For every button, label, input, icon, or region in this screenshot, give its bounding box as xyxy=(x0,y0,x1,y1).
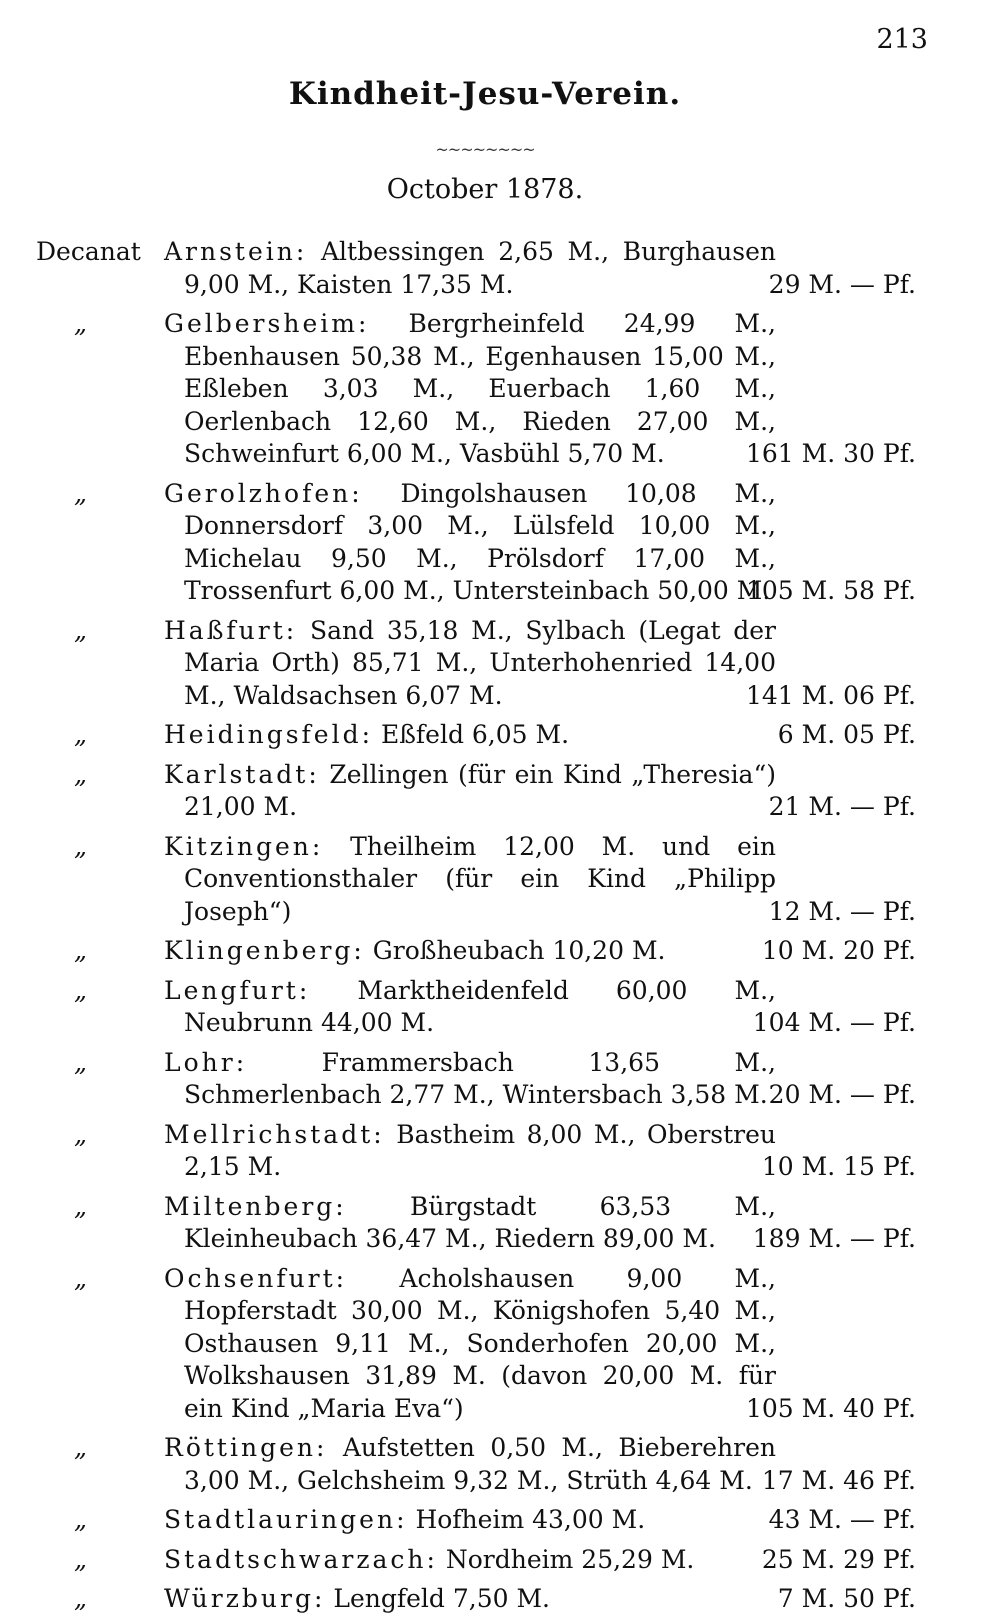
total-amount: 25 M. 29 Pf. xyxy=(761,1544,916,1574)
list-item xyxy=(36,1544,936,1577)
total-amount: 141 M. 06 Pf. xyxy=(745,680,916,710)
entry-text xyxy=(164,1432,776,1497)
ditto-mark: „ xyxy=(74,478,87,508)
ditto-mark: „ xyxy=(74,759,87,789)
total-amount: 20 M. — Pf. xyxy=(768,1080,916,1109)
total-amount: 29 M. — Pf. xyxy=(768,269,916,299)
list-item xyxy=(36,1504,936,1537)
title-ornament: ~~~~~~~~ xyxy=(435,140,535,159)
parish-donations: Zellingen (für ein Kind „Theresia“) 21,00 M. xyxy=(184,759,776,821)
ditto-mark: „ xyxy=(74,1505,87,1534)
list-item xyxy=(36,719,936,752)
total-amount: 6 M. 05 Pf. xyxy=(777,720,916,749)
parish-donations: Hofheim 43,00 M. xyxy=(415,1505,646,1534)
parish-donations: Nordheim 25,29 M. xyxy=(445,1544,695,1574)
ditto-mark: „ xyxy=(74,1584,87,1613)
ditto-mark: „ xyxy=(74,1544,87,1574)
list-item xyxy=(36,1432,936,1497)
deanery-name: Würzburg: xyxy=(164,1584,326,1613)
ditto-mark: „ xyxy=(74,975,87,1005)
ditto-mark: „ xyxy=(74,1047,87,1077)
deanery-name: Kitzingen: xyxy=(164,831,324,861)
list-item xyxy=(36,975,936,1040)
ditto-mark: „ xyxy=(74,936,87,965)
deanery-name: Miltenberg: xyxy=(164,1191,347,1221)
parish-donations: Marktheidenfeld 60,00 M., Neubrunn 44,00 M. xyxy=(184,975,776,1037)
total-amount: 10 M. 20 Pf. xyxy=(761,936,916,965)
list-item xyxy=(36,1047,936,1112)
deanery-name: Stadtschwarzach: xyxy=(164,1544,438,1574)
parish-donations: Theilheim 12,00 M. und ein Conventionsthaler (für ein Kind „Philipp Joseph“) xyxy=(184,831,776,926)
parish-donations: Lengfeld 7,50 M. xyxy=(333,1584,550,1613)
list-item xyxy=(36,1583,936,1616)
entry-text xyxy=(164,759,776,824)
decanat-label: Decanat xyxy=(36,237,141,266)
entry-text xyxy=(164,1191,776,1256)
parish-donations: Sand 35,18 M., Sylbach (Legat der Maria Orth) 85,71 M., Unterhohenried 14,00 M., Waldsachsen 6,07 M. xyxy=(184,615,776,710)
total-amount: 17 M. 46 Pf. xyxy=(761,1465,916,1495)
deanery-name: Stadtlauringen: xyxy=(164,1505,408,1534)
ditto-mark: „ xyxy=(74,831,87,861)
entry-text xyxy=(164,935,776,968)
parish-donations: Großheubach 10,20 M. xyxy=(372,936,666,965)
entry-text xyxy=(164,831,776,929)
deanery-name: Lengfurt: xyxy=(164,975,311,1005)
parish-donations: Altbessingen 2,65 M., Burghausen 9,00 M., Kaisten 17,35 M. xyxy=(184,237,776,299)
list-item xyxy=(36,831,936,929)
deanery-name: Lohr: xyxy=(164,1047,248,1077)
entry-text xyxy=(164,308,776,471)
total-amount: 43 M. — Pf. xyxy=(768,1505,916,1534)
entry-text xyxy=(164,478,776,608)
total-amount: 189 M. — Pf. xyxy=(752,1224,916,1253)
list-item xyxy=(36,1119,936,1184)
entry-text xyxy=(164,1119,776,1184)
deanery-name: Röttingen: xyxy=(164,1433,328,1462)
ditto-mark: „ xyxy=(74,1433,87,1462)
ditto-mark: „ xyxy=(74,1191,87,1221)
deanery-name: Gelbersheim: xyxy=(164,309,370,338)
parish-donations: Dingolshausen 10,08 M., Donnersdorf 3,00 M., Lülsfeld 10,00 M., Michelau 9,50 M., Prölsdorf 17,00 M., Trossenfurt 6,00 M., Untersteinbach 50,00 M. xyxy=(184,478,777,605)
total-amount: 21 M. — Pf. xyxy=(768,792,916,821)
entry-text xyxy=(164,1047,776,1112)
entry-text xyxy=(164,1583,776,1616)
deanery-name: Arnstein: xyxy=(164,237,308,266)
deanery-name: Ochsenfurt: xyxy=(164,1263,348,1293)
entry-text xyxy=(164,1544,776,1577)
list-item xyxy=(36,478,936,608)
ditto-mark: „ xyxy=(74,1263,87,1293)
parish-donations: Bürgstadt 63,53 M., Kleinheubach 36,47 M., Riedern 89,00 M. xyxy=(184,1191,776,1253)
page-subtitle: October 1878. xyxy=(386,174,584,205)
parish-donations: Acholshausen 9,00 M., Hopferstadt 30,00 M., Königshofen 5,40 M., Osthausen 9,11 M., Sonderhofen 20,00 M., Wolkshausen 31,89 M. (davon 20,00 M. für ein Kind „Maria Eva“) xyxy=(184,1263,776,1423)
ditto-mark: „ xyxy=(74,309,87,338)
list-item xyxy=(36,759,936,824)
deanery-name: Klingenberg: xyxy=(164,936,365,965)
ditto-mark: „ xyxy=(74,720,87,749)
entry-text xyxy=(164,1263,776,1426)
total-amount: 7 M. 50 Pf. xyxy=(777,1584,916,1613)
list-item xyxy=(36,308,936,471)
deanery-name: Gerolzhofen: xyxy=(164,478,363,508)
total-amount: 161 M. 30 Pf. xyxy=(745,439,916,468)
entry-text xyxy=(164,615,776,713)
total-amount: 12 M. — Pf. xyxy=(768,896,916,926)
total-amount: 105 M. 40 Pf. xyxy=(745,1393,916,1423)
entry-text xyxy=(164,236,776,301)
deanery-name: Mellrichstadt: xyxy=(164,1119,385,1149)
entry-text xyxy=(164,975,776,1040)
list-item xyxy=(36,236,936,301)
ditto-mark: „ xyxy=(74,615,87,645)
deanery-name: Haßfurt: xyxy=(164,615,298,645)
parish-donations: Bastheim 8,00 M., Oberstreu 2,15 M. xyxy=(184,1119,776,1181)
deanery-name: Heidingsfeld: xyxy=(164,720,373,749)
page-title: Kindheit-Jesu-Verein. xyxy=(288,76,682,112)
total-amount: 104 M. — Pf. xyxy=(752,1008,916,1037)
list-item xyxy=(36,615,936,713)
total-amount: 10 M. 15 Pf. xyxy=(761,1152,916,1181)
deanery-name: Karlstadt: xyxy=(164,759,320,789)
list-item xyxy=(36,1191,936,1256)
donation-list xyxy=(36,236,936,1623)
parish-donations: Bergrheinfeld 24,99 M., Ebenhausen 50,38 M., Egenhausen 15,00 M., Eßleben 3,03 M., Euerbach 1,60 M., Oerlenbach 12,60 M., Rieden 27,00 M., Schweinfurt 6,00 M., Vasbühl 5,70 M. xyxy=(184,309,776,468)
list-item xyxy=(36,1263,936,1426)
parish-donations: Aufstetten 0,50 M., Bieberehren 3,00 M., Gelchsheim 9,32 M., Strüth 4,64 M. xyxy=(184,1433,776,1495)
total-amount: 105 M. 58 Pf. xyxy=(745,576,916,605)
parish-donations: Eßfeld 6,05 M. xyxy=(380,720,570,749)
ditto-mark: „ xyxy=(74,1119,87,1149)
entry-text xyxy=(164,1504,776,1537)
list-item xyxy=(36,935,936,968)
entry-text xyxy=(164,719,776,752)
parish-donations: Frammersbach 13,65 M., Schmerlenbach 2,77 M., Wintersbach 3,58 M. xyxy=(184,1047,776,1109)
page-number: 213 xyxy=(876,24,928,55)
